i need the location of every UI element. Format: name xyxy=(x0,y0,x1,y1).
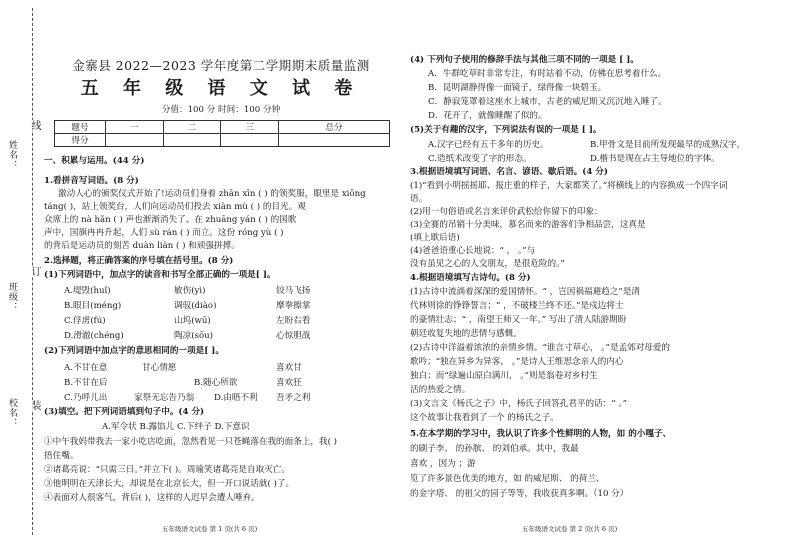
fill-sentence: (3)全赛的吊销十分美味，慕名而来的游客们争相品尝，这真是 xyxy=(410,220,646,230)
option: 山坞(wū) xyxy=(174,316,211,326)
option: D.由晤不利 xyxy=(214,393,258,403)
question-subtitle: (3)填空。把下列词语填到句子中。(4 分) xyxy=(44,407,205,417)
option: A.汉字已经有五千多年的历史。 xyxy=(428,140,549,150)
fill-sentence: 的金字塔、 的祖父的园子等等，我收获真多啊。（10 分） xyxy=(410,489,629,499)
option: 喜欢甘 xyxy=(276,363,302,373)
binding-mark-order: 订 xyxy=(29,266,40,276)
score-cell[interactable] xyxy=(106,134,164,147)
fill-sentence: (2)用一句俗语或名言来评价武松给你留下的印象： xyxy=(410,207,603,217)
option: C．静寂笼罩着这座水上城市，古老的威尼斯又沉沉地入睡了。 xyxy=(428,97,667,107)
fill-sentence: ④表面对人很客气，背后( )，这样的人迟早会遭人唾弃。 xyxy=(44,493,260,503)
class-label: 班级： xyxy=(7,282,17,312)
score-table xyxy=(54,120,390,147)
school-label: 校名： xyxy=(7,398,17,428)
fill-sentence: 的豪情壮志；“ ，南望王师又一年。” 写出了清人陆游期盼 xyxy=(410,315,627,325)
option: 吾矛之利 xyxy=(276,393,311,403)
score-table-row xyxy=(55,134,390,147)
fill-sentence: 没有虽见之心的人交朋友，是很危险的。” xyxy=(410,259,565,269)
passage-line: 众席上的 nà hǎn ( ) 声也渐渐消失了。在 zhuāng yán ( ) 的国歌 xyxy=(44,215,297,225)
score-header-cell: 三 xyxy=(221,121,279,134)
exam-header: 金寨县 2022—2023 学年度第二学期期末质量监测 xyxy=(72,58,370,73)
fill-sentence: 语。 xyxy=(410,194,428,204)
option: 调驭(diào) xyxy=(174,301,217,311)
right-column xyxy=(410,0,782,543)
score-row-label: 得分 xyxy=(55,134,106,147)
exam-title: 五 年 级 语 文 试 卷 xyxy=(80,78,362,99)
fill-sentence: (1)“看到小明摇摇耶、报庄重的样子，大家都笑了。”将横线上的内容换成一个四字词 xyxy=(410,181,728,191)
score-cell[interactable] xyxy=(221,134,279,147)
fill-sentence: ②诸葛亮说：“只需三日。”并立下( )。周瑜笑诸葛亮是自取灭亡。 xyxy=(44,465,290,475)
option: 陶凉(sōu) xyxy=(174,331,214,341)
fill-sentence: 的刷子李、 的孙膑、 的刘伯承。其中，我最 xyxy=(410,444,579,454)
fill-sentence: (填上歇后语) xyxy=(410,233,460,243)
fill-sentence: 这个故事让我看到了一个 的杨氏之子。 xyxy=(410,413,559,423)
fill-sentence: (2)古诗中洋溢着浓浓的亲情乡情。“谁言寸草心， 。”是孟郊对母爱的 xyxy=(410,343,671,353)
word-bank: A.军令状 B.露馅儿 C.下绊子 D.下意识 xyxy=(102,422,250,432)
fill-sentence: 活的热爱之情。 xyxy=(410,385,471,395)
fill-sentence: ①中午我妈带我去一家小吃店吃面，忽然看见一只苍蝇落在我的面条上，我( ) xyxy=(44,437,338,447)
option: B．昆明湖静得像一面镜子，绿得像一块碧玉。 xyxy=(428,83,607,93)
option: 摩拳擦掌 xyxy=(276,301,311,311)
question-title: 4.根据语境填写古诗句。(8 分) xyxy=(410,273,531,283)
binding-mark-bind: 装 xyxy=(29,400,40,410)
passage-line: 声中，国旗冉冉升起，人们 sù rán ( ) 而立。这份 róng yù ( ) xyxy=(44,228,284,238)
option: 甘心情愿 xyxy=(142,363,177,373)
passage-line: 的背后是运动员的刻苦 duàn liàn ( ) 和顽强拼搏。 xyxy=(44,241,240,251)
name-label: 姓名： xyxy=(7,140,17,170)
score-header-cell: 二 xyxy=(163,121,221,134)
fill-sentence: (3)文言文《杨氏之子》中，杨氏子回答孔君平的话：“ 。” xyxy=(410,399,628,409)
score-cell[interactable] xyxy=(279,134,390,147)
option: 铰马飞扬 xyxy=(276,286,311,296)
fill-sentence: (1)古诗中流淌着深深的爱国情怀。“ ，岂因祸福避趋之”是清 xyxy=(410,287,640,297)
question-title: 2.选择题，将正确答案的序号填在括号里。(8 分) xyxy=(44,256,234,266)
option: B.甲骨文是目前所发现最早的成熟汉字。 xyxy=(590,140,746,150)
option: C.乃呼儿出 xyxy=(64,393,108,403)
option: D.楷书是现在占主导地位的字体。 xyxy=(590,154,720,164)
section-title: 一、积累与运用。(44 分) xyxy=(44,156,145,166)
option: 喜欢狂 xyxy=(276,378,302,388)
option: A.堤毁(huǐ) xyxy=(64,286,111,296)
option: B.随心所欲 xyxy=(194,378,238,388)
option: 心惊胆战 xyxy=(276,331,311,341)
option: B.眼目(méng) xyxy=(64,301,122,311)
option: A.不甘在意 xyxy=(64,363,108,373)
fill-sentence: 代林则徐的铮铮誓言；“ ，不破楼兰终不还。”是戍边将士 xyxy=(410,301,624,311)
left-column xyxy=(44,0,398,543)
question-subtitle: (2)下列词语中加点字的意思相同的一项是[ ]。 xyxy=(44,346,224,356)
fill-sentence: ③他明明在天津长大，却说是在北京长大，但一开口说话就( )了。 xyxy=(44,479,295,489)
option: D．花开了，就像睡醒了似的。 xyxy=(428,111,547,121)
question-subtitle: (5)关于有趣的汉字，下列说法有误的一项是 [ ]。 xyxy=(410,125,602,135)
page-footer: 五年级语文试卷 第 2 页(共 6 页) xyxy=(522,525,618,533)
score-cell[interactable] xyxy=(163,134,221,147)
fill-sentence: 独白；而“绿遍山原白满川， 。”则是翁卷对乡村生 xyxy=(410,371,598,381)
fill-sentence: 捂住嘴。 xyxy=(44,451,79,461)
score-table-header-row xyxy=(55,121,390,134)
passage-line: táng( )，站上领奖台，人们向运动员们投去 xiàn mù ( ) 的目光。观 xyxy=(44,202,306,212)
binding-margin xyxy=(0,0,40,543)
option: 左盼右看 xyxy=(276,316,311,326)
question-title: 1.看拼音写词语。(8 分) xyxy=(44,176,139,186)
option: 家祭无忘告乃翁 xyxy=(134,393,195,403)
fill-sentence: 朝廷收复失地的悲情与感慨。 xyxy=(410,329,522,339)
question-title: 3.根据语境填写词语、名言、谚语、歇后语。(4 分) xyxy=(410,167,608,177)
fill-sentence: 歌吟；“独在异乡为异客， 。”是诗人王维思念亲人的内心 xyxy=(410,357,624,367)
fill-sentence: 览了许多景色优美的地方，如 的威尼斯、 的荷兰、 xyxy=(410,474,605,484)
question-subtitle: (1)下列词语中，加点字的读音和书写全部正确的一项是[ ]。 xyxy=(44,270,276,280)
option: 敏伤(yì) xyxy=(174,286,206,296)
option: A．牛群吃草时非常专注，有时站着不动，仿佛在思考着什么。 xyxy=(428,69,667,79)
option: C.俘虏(fú) xyxy=(64,316,106,326)
score-header-cell: 总分 xyxy=(279,121,390,134)
option: C.造纸术改变了字的形态。 xyxy=(428,154,532,164)
question-title: 5.在本学期的学习中，我认识了许多个性鲜明的人物，如 的小嘎子、 xyxy=(410,429,672,439)
option: B.不甘在后 xyxy=(64,378,108,388)
score-header-cell: 一 xyxy=(106,121,164,134)
page-footer: 五年级语文试卷 第 1 页(共 6 页) xyxy=(162,525,258,533)
binding-mark-line: 线 xyxy=(29,120,40,130)
score-header-cell: 题号 xyxy=(55,121,106,134)
passage-line: 激动人心的颁奖仪式开始了!运动员们身着 zhān xīn ( ) 的领奖服，眼里是 xiōng xyxy=(58,189,366,199)
question-subtitle: (4) 下列句子使用的修辞手法与其他三项不同的一项是 [ ]。 xyxy=(410,55,639,65)
fill-sentence: 喜欢 ，因为 ；游 xyxy=(410,459,476,469)
exam-meta: 分值：100 分 时间：100 分钟 xyxy=(161,105,281,115)
fill-sentence: (4)爸爸语重心长地说：“ ， 。”与 xyxy=(410,246,536,256)
option: D.滑澈(chéng) xyxy=(64,331,124,341)
